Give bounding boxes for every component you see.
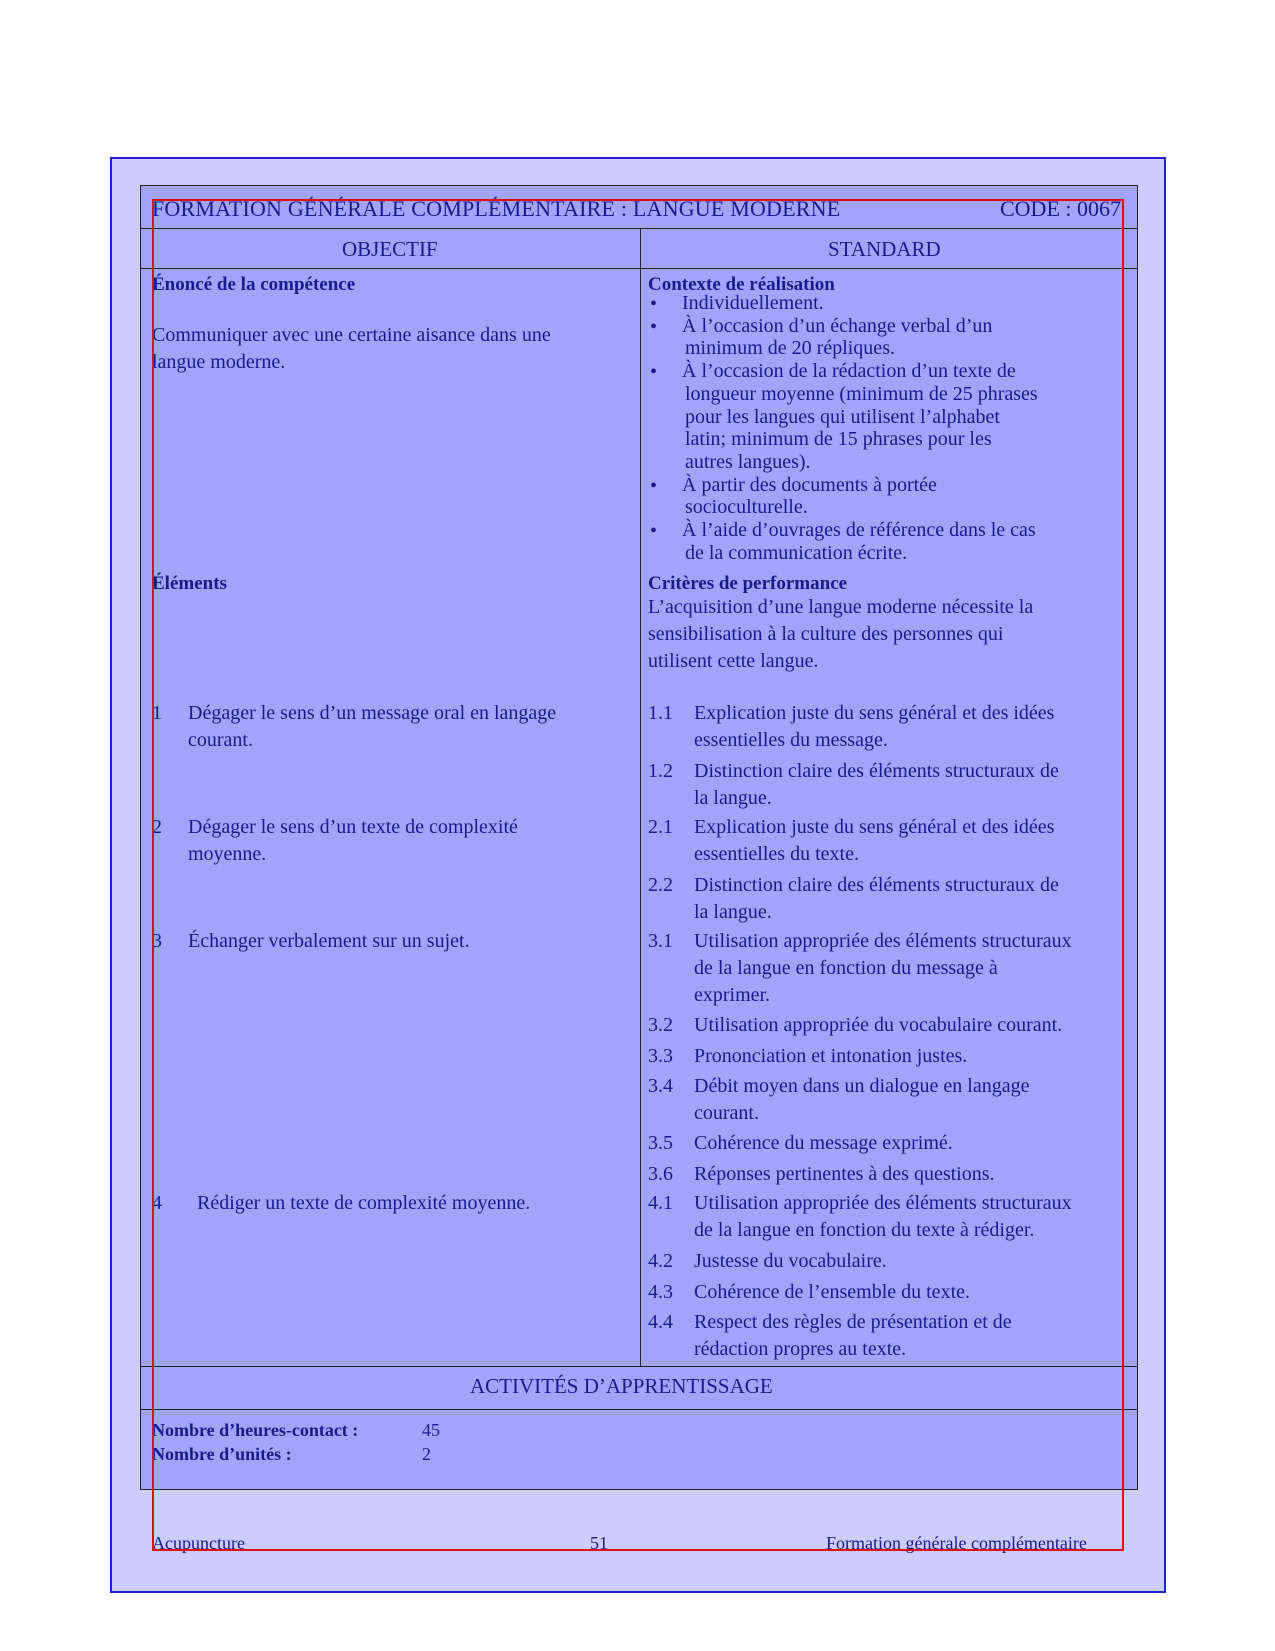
contexte-bullet: • [650,520,658,542]
competence-statement-line-1: Communiquer avec une certaine aisance dans une [152,324,551,346]
divider-columns [140,268,1138,269]
criteres-intro-line: L’acquisition d’une langue moderne nécessite la [648,596,1034,618]
divider-activites-top [140,1366,1138,1367]
critere-text-line: Cohérence de l’ensemble du texte. [694,1281,970,1303]
critere-number: 3.3 [648,1045,673,1067]
critere-text-line: Utilisation appropriée des éléments structuraux [694,930,1072,952]
element-text-line: Échanger verbalement sur un sujet. [188,930,470,952]
footer-right: Formation générale complémentaire [826,1533,1087,1553]
critere-text-line: essentielles du texte. [694,843,859,865]
contexte-bullet: • [650,293,658,315]
critere-text-line: Distinction claire des éléments structuraux de [694,760,1059,782]
critere-number: 1.1 [648,702,673,724]
contexte-item-line: À l’occasion de la rédaction d’un texte de [682,360,1016,383]
column-header-standard: STANDARD [828,237,941,261]
contexte-item-line: latin; minimum de 15 phrases pour les [685,428,992,451]
critere-number: 2.2 [648,874,673,896]
element-text-line: Rédiger un texte de complexité moyenne. [197,1192,531,1214]
criteres-intro-line: sensibilisation à la culture des personnes qui [648,623,1004,645]
contexte-item-line: Individuellement. [682,292,824,314]
element-text-line: Dégager le sens d’un texte de complexité [188,816,518,838]
contexte-item-line: de la communication écrite. [685,541,908,564]
contexte-item-line: minimum de 20 répliques. [685,337,895,360]
contexte-item-line: autres langues). [685,450,811,473]
critere-text-line: Explication juste du sens général et des idées [694,816,1055,838]
contexte-heading: Contexte de réalisation [648,274,835,295]
critere-text-line: Justesse du vocabulaire. [694,1250,887,1272]
heures-contact-value: 45 [422,1420,440,1440]
competence-heading: Énoncé de la compétence [152,274,356,295]
critere-number: 1.2 [648,760,673,782]
critere-number: 4.4 [648,1311,673,1333]
form-code: CODE : 0067 [1000,196,1121,221]
critere-text-line: Respect des règles de présentation et de [694,1311,1012,1333]
critere-number: 4.2 [648,1250,673,1272]
critere-text-line: courant. [694,1102,759,1124]
critere-text-line: de la langue en fonction du texte à rédiger. [694,1219,1035,1241]
divider-header [140,228,1138,229]
contexte-item-line: À l’occasion d’un échange verbal d’un [682,314,993,337]
element-text-line: moyenne. [188,843,267,865]
critere-number: 3.2 [648,1014,673,1036]
critere-number: 3.4 [648,1075,673,1097]
critere-text-line: Utilisation appropriée des éléments structuraux [694,1192,1072,1214]
critere-text-line: Réponses pertinentes à des questions. [694,1163,995,1185]
element-number: 3 [152,930,162,952]
critere-number: 3.6 [648,1163,673,1185]
critere-text-line: rédaction propres au texte. [694,1338,907,1360]
element-number: 4 [152,1192,162,1214]
footer-page-number: 51 [590,1533,608,1553]
critere-text-line: de la langue en fonction du message à [694,957,998,979]
critere-number: 4.3 [648,1281,673,1303]
critere-text-line: la langue. [694,901,772,923]
element-number: 1 [152,702,162,724]
contexte-bullet: • [650,474,658,497]
critere-number: 3.5 [648,1132,673,1154]
contexte-item-line: À partir des documents à portée [682,473,937,496]
critere-text-line: Cohérence du message exprimé. [694,1132,953,1154]
column-header-objectif: OBJECTIF [342,237,438,261]
competence-statement-line-2: langue moderne. [152,351,286,373]
column-divider [640,228,641,1366]
contexte-item-line: À l’aide d’ouvrages de référence dans le cas [682,519,1036,541]
contexte-bullet: • [650,315,658,338]
criteres-intro-line: utilisent cette langue. [648,650,819,672]
critere-text-line: Explication juste du sens général et des idées [694,702,1055,724]
contexte-item-line: pour les langues qui utilisent l’alphabet [685,405,1000,428]
critere-text-line: essentielles du message. [694,729,888,751]
critere-text-line: Utilisation appropriée du vocabulaire courant. [694,1014,1063,1036]
heures-contact-label: Nombre d’heures-contact : [152,1420,359,1440]
criteres-heading: Critères de performance [648,573,848,594]
element-text-line: courant. [188,729,253,751]
critere-text-line: exprimer. [694,984,771,1006]
contexte-bullet: • [650,361,658,384]
critere-number: 2.1 [648,816,673,838]
element-text-line: Dégager le sens d’un message oral en langage [188,702,557,724]
contexte-item-line: socioculturelle. [685,496,808,519]
critere-text-line: Prononciation et intonation justes. [694,1045,968,1067]
critere-text-line: Distinction claire des éléments structuraux de [694,874,1059,896]
elements-heading: Éléments [152,573,227,594]
form-title: FORMATION GÉNÉRALE COMPLÉMENTAIRE : LANGUE MODERNE [152,196,841,221]
unites-value: 2 [422,1444,431,1464]
critere-number: 3.1 [648,930,673,952]
contexte-item-line: longueur moyenne (minimum de 25 phrases [685,382,1038,405]
critere-text-line: la langue. [694,787,772,809]
critere-number: 4.1 [648,1192,673,1214]
element-number: 2 [152,816,162,838]
activites-heading: ACTIVITÉS D’APPRENTISSAGE [470,1374,773,1398]
footer-left: Acupuncture [152,1533,245,1553]
critere-text-line: Débit moyen dans un dialogue en langage [694,1075,1030,1097]
unites-label: Nombre d’unités : [152,1444,292,1464]
divider-activites-bottom [140,1409,1138,1410]
